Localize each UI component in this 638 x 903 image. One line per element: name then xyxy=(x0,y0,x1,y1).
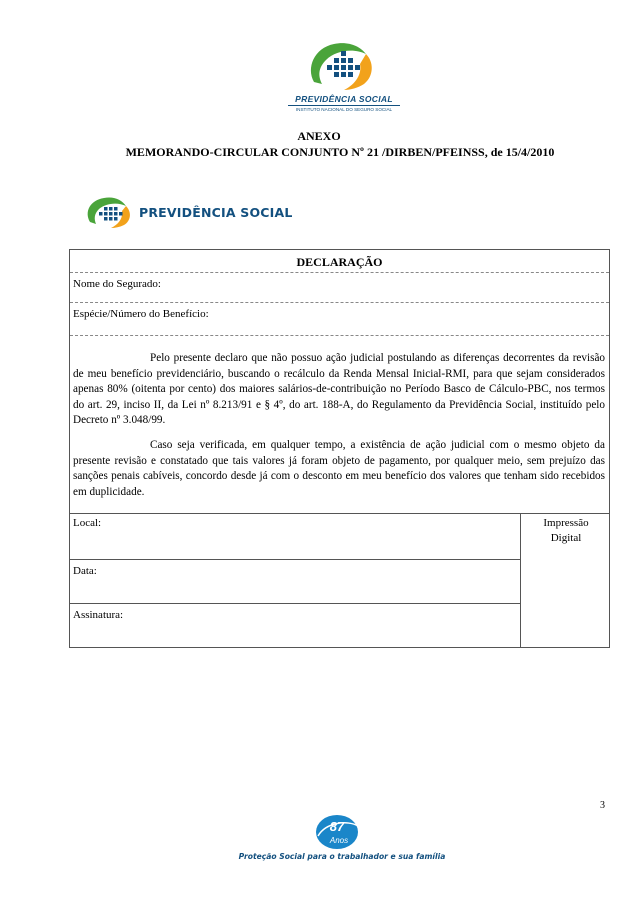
fingerprint-box[interactable] xyxy=(521,516,611,546)
declaration-body xyxy=(73,351,605,509)
brand-name: PREVIDÊNCIA SOCIAL xyxy=(295,94,393,104)
declaration-paragraph-2: Caso seja verificada, em qualquer tempo, a existência de ação judicial com o mesmo objeto da presente revisão e constatado que tais valores já foram objeto de pagamento, por qualquer meio, sem prejuízo das sanções penais cabíveis, concordo desde já com o desconto em meu benefício dos valores que tenham sido recebidos em duplicidade. xyxy=(73,438,605,498)
date-label: Data: xyxy=(73,565,97,577)
form-title-row xyxy=(70,250,609,273)
fingerprint-label-line1: Impressão xyxy=(543,517,589,529)
previdencia-emblem-icon xyxy=(304,38,384,94)
benefit-row[interactable] xyxy=(70,303,609,336)
brand-subtitle: INSTITUTO NACIONAL DO SEGURO SOCIAL xyxy=(288,105,400,112)
date-field[interactable] xyxy=(70,560,520,604)
previdencia-logo-inline xyxy=(84,194,304,230)
local-field[interactable] xyxy=(70,514,520,560)
memo-heading: MEMORANDO-CIRCULAR CONJUNTO Nº 21 /DIRBEN/PFEINSS, de 15/4/2010 xyxy=(125,145,555,159)
declaration-body-row xyxy=(70,336,609,514)
benefit-label: Espécie/Número do Benefício: xyxy=(73,308,209,320)
declaration-paragraph-1: Pelo presente declaro que não possuo ação judicial postulando as diferenças decorrentes da revisão de meu benefício previdenciário, buscando o recálculo da Renda Mensal Inicial-RMI, para que sejam considerados apenas 80% (oitenta por cento) dos maiores salários-de-contribuição no Período Basco de Cálculo-PBC, nos termos do art. 29, inciso II, da Lei nº 8.213/91 e § 4º, do art. 188-A, do Regulamento da Previdência Social, instituído pelo Decreto nº 3.048/99. xyxy=(73,352,605,427)
previdencia-emblem-small-icon xyxy=(84,194,136,230)
badge-number: 87 xyxy=(329,819,345,834)
insured-name-row[interactable] xyxy=(70,273,609,303)
annex-heading: ANEXO xyxy=(297,129,341,143)
brand-name-inline: PREVIDÊNCIA SOCIAL xyxy=(139,205,293,220)
fingerprint-label-line2: Digital xyxy=(550,532,582,544)
badge-word: Anos xyxy=(329,836,349,845)
previdencia-logo-top xyxy=(272,38,412,118)
signature-label: Assinatura: xyxy=(73,609,124,621)
local-label: Local: xyxy=(73,517,102,529)
footer-slogan: Proteção Social para o trabalhador e sua família xyxy=(238,852,446,861)
declaration-form xyxy=(69,249,610,648)
anniversary-badge-icon xyxy=(314,812,360,852)
signature-field[interactable] xyxy=(70,604,520,648)
insured-name-label: Nome do Segurado: xyxy=(73,278,161,290)
declaration-title: DECLARAÇÃO xyxy=(296,255,383,269)
page-number: 3 xyxy=(600,800,605,811)
